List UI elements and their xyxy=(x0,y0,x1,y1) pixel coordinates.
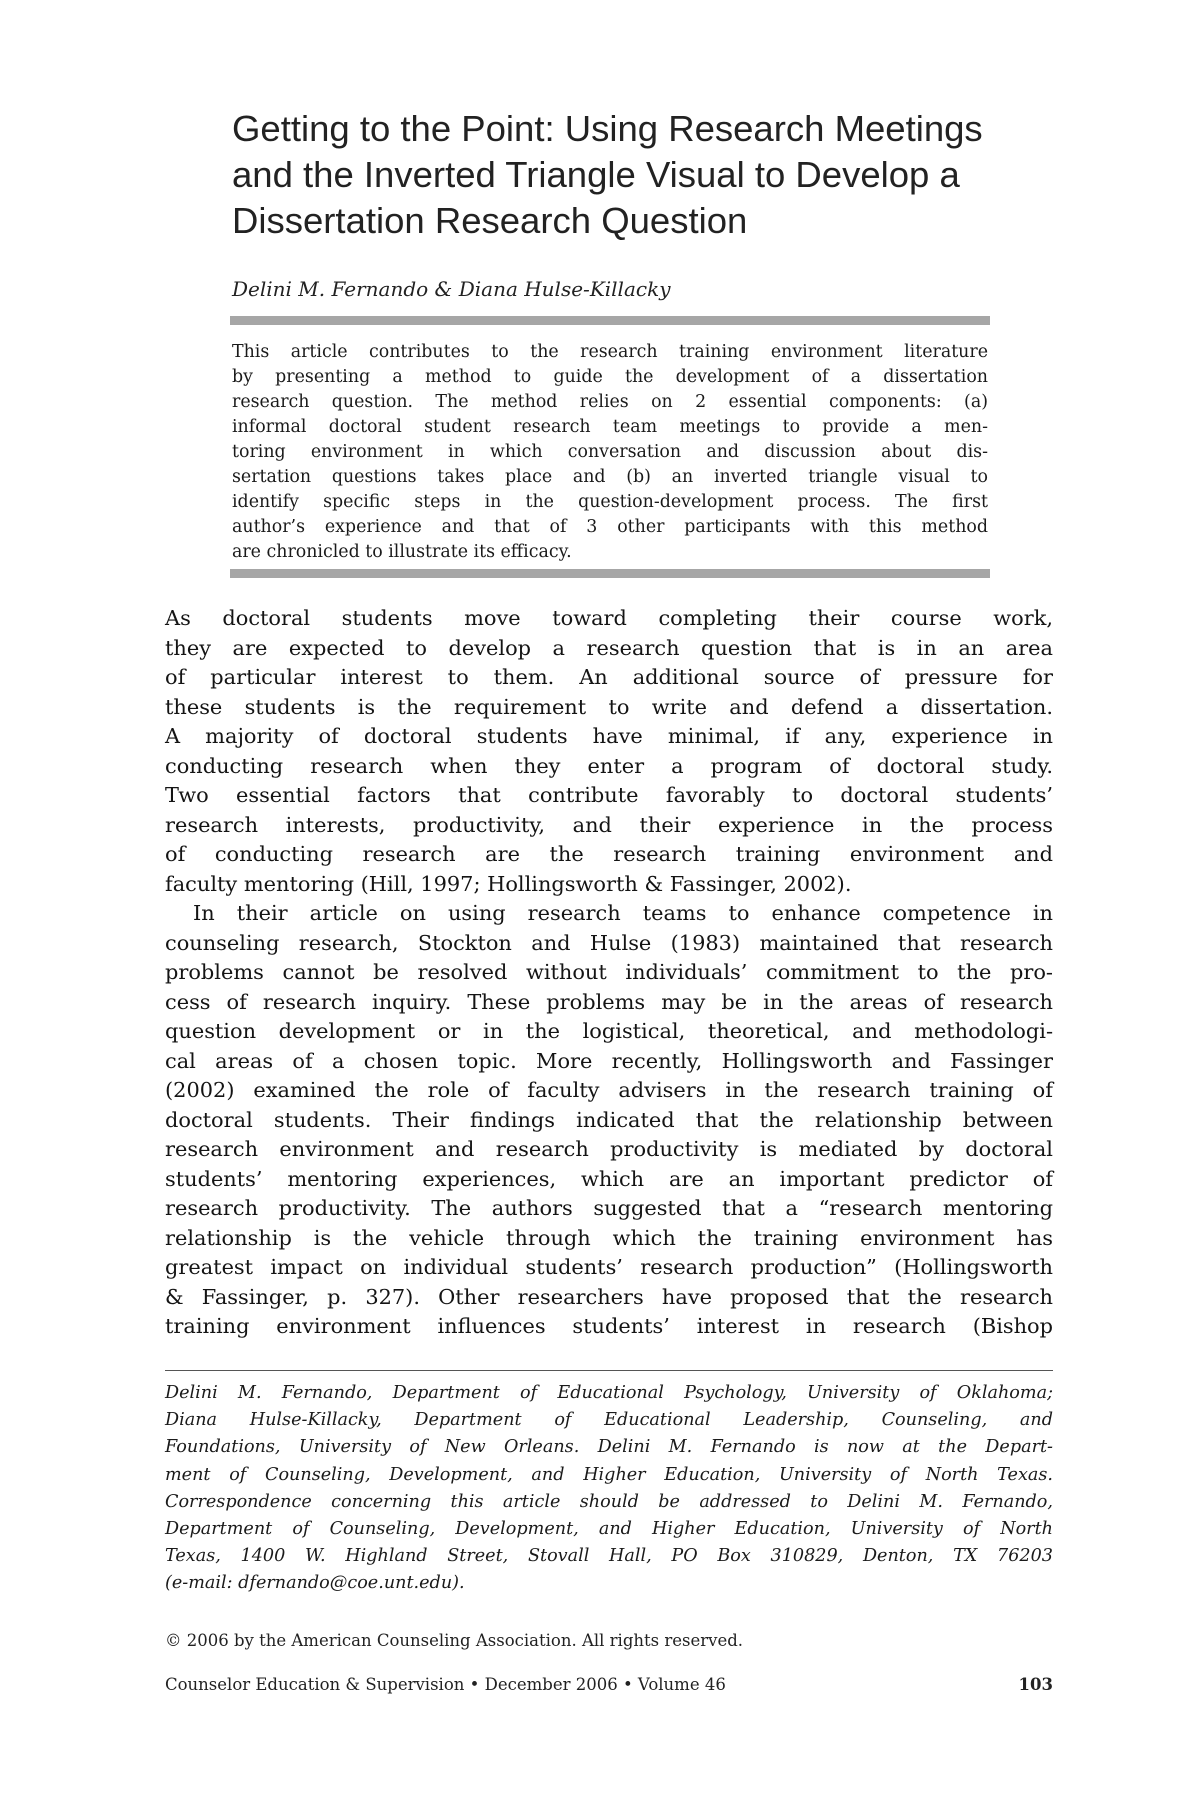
abstract-bottom-rule xyxy=(230,569,990,578)
title-line: and the Inverted Triangle Visual to Develop a xyxy=(232,154,960,195)
body-line: of particular interest to them. An additional source of pressure for xyxy=(165,665,1053,689)
footnote-line: Foundations, University of New Orleans. Delini M. Fernando is now at the Depart- xyxy=(165,1437,1053,1458)
title-line: Dissertation Research Question xyxy=(232,200,748,241)
body-line: In their article on using research teams to enhance competence in xyxy=(193,901,1053,925)
body-line: relationship is the vehicle through which the training environment has xyxy=(165,1225,1053,1250)
footnote-line: Diana Hulse-Killacky, Department of Educational Leadership, Counseling, and xyxy=(165,1410,1053,1431)
abstract-line: by presenting a method to guide the development of a dissertation xyxy=(232,367,988,387)
abstract-top-rule xyxy=(230,316,990,325)
abstract-line: author’s experience and that of 3 other participants with this method xyxy=(232,517,988,537)
footnote-line: Texas, 1400 W. Highland Street, Stovall Hall, PO Box 310829, Denton, TX 76203 xyxy=(165,1546,1053,1567)
body-line: faculty mentoring (Hill, 1997; Hollingsworth & Fassinger, 2002). xyxy=(165,871,852,896)
body-line: counseling research, Stockton and Hulse (1983) maintained that research xyxy=(165,930,1053,955)
abstract xyxy=(232,340,988,565)
body-text xyxy=(165,604,1053,1342)
body-line: As doctoral students move toward completing their course work, xyxy=(165,606,1053,630)
body-line: (2002) examined the role of faculty advisers in the research training of xyxy=(165,1078,1053,1102)
body-line: research interests, productivity, and their experience in the process xyxy=(165,812,1053,837)
body-line: research environment and research productivity is mediated by doctoral xyxy=(165,1137,1053,1161)
body-line: of conducting research are the research training environment and xyxy=(165,842,1053,866)
body-line: they are expected to develop a research question that is in an area xyxy=(165,635,1053,660)
abstract-line: This article contributes to the research training environment literature xyxy=(232,342,988,362)
body-line: research productivity. The authors suggested that a “research mentoring xyxy=(165,1196,1053,1220)
body-line: & Fassinger, p. 327). Other researchers have proposed that the research xyxy=(165,1284,1053,1309)
paragraph-1 xyxy=(165,604,1053,899)
body-line: conducting research when they enter a program of doctoral study. xyxy=(165,753,1053,778)
body-line: doctoral students. Their findings indicated that the relationship between xyxy=(165,1107,1053,1132)
abstract-line: identify specific steps in the question-development process. The first xyxy=(232,492,988,512)
body-line: Two essential factors that contribute favorably to doctoral students’ xyxy=(165,783,1053,807)
footnote-line: Delini M. Fernando, Department of Educational Psychology, University of Oklahoma; xyxy=(165,1383,1053,1403)
copyright-notice: © 2006 by the American Counseling Association. All rights reserved. xyxy=(165,1631,744,1650)
footnote-line: ment of Counseling, Development, and Higher Education, University of North Texas. xyxy=(165,1464,1053,1485)
abstract-line: research question. The method relies on 2 essential components: (a) xyxy=(232,392,988,412)
body-line: question development or in the logistical, theoretical, and methodologi- xyxy=(165,1019,1053,1043)
abstract-line: informal doctoral student research team meetings to provide a men- xyxy=(232,417,988,437)
article-authors: Delini M. Fernando & Diana Hulse-Killacky xyxy=(232,277,671,301)
abstract-line: sertation questions takes place and (b) an inverted triangle visual to xyxy=(232,467,988,487)
author-affiliation-footnote xyxy=(165,1380,1053,1598)
body-line: greatest impact on individual students’ research production” (Hollingsworth xyxy=(165,1255,1053,1279)
footnote-rule xyxy=(165,1370,1053,1371)
title-line: Getting to the Point: Using Research Meetings xyxy=(232,108,983,149)
footnote-line: Correspondence concerning this article should be addressed to Delini M. Fernando, xyxy=(165,1491,1053,1512)
body-line: students’ mentoring experiences, which are an important predictor of xyxy=(165,1166,1053,1191)
footnote-line: Department of Counseling, Development, and Higher Education, University of North xyxy=(165,1519,1053,1540)
body-line: these students is the requirement to write and defend a dissertation. xyxy=(165,694,1053,719)
body-line: A majority of doctoral students have minimal, if any, experience in xyxy=(165,724,1053,748)
paragraph-2 xyxy=(165,899,1053,1342)
page-number: 103 xyxy=(1018,1675,1053,1694)
body-line: training environment influences students’ interest in research (Bishop xyxy=(165,1314,1053,1338)
page-footer xyxy=(165,1674,1053,1696)
abstract-line: are chronicled to illustrate its efficacy. xyxy=(232,542,572,562)
body-line: cess of research inquiry. These problems may be in the areas of research xyxy=(165,989,1053,1014)
body-line: cal areas of a chosen topic. More recently, Hollingsworth and Fassinger xyxy=(165,1048,1053,1073)
article-title xyxy=(232,106,1092,244)
journal-citation: Counselor Education & Supervision • December 2006 • Volume 46 xyxy=(165,1675,726,1694)
abstract-line: toring environment in which conversation and discussion about dis- xyxy=(232,442,988,462)
body-line: problems cannot be resolved without individuals’ commitment to the pro- xyxy=(165,960,1053,984)
footnote-line: (e-mail: dfernando@coe.unt.edu). xyxy=(165,1573,465,1594)
